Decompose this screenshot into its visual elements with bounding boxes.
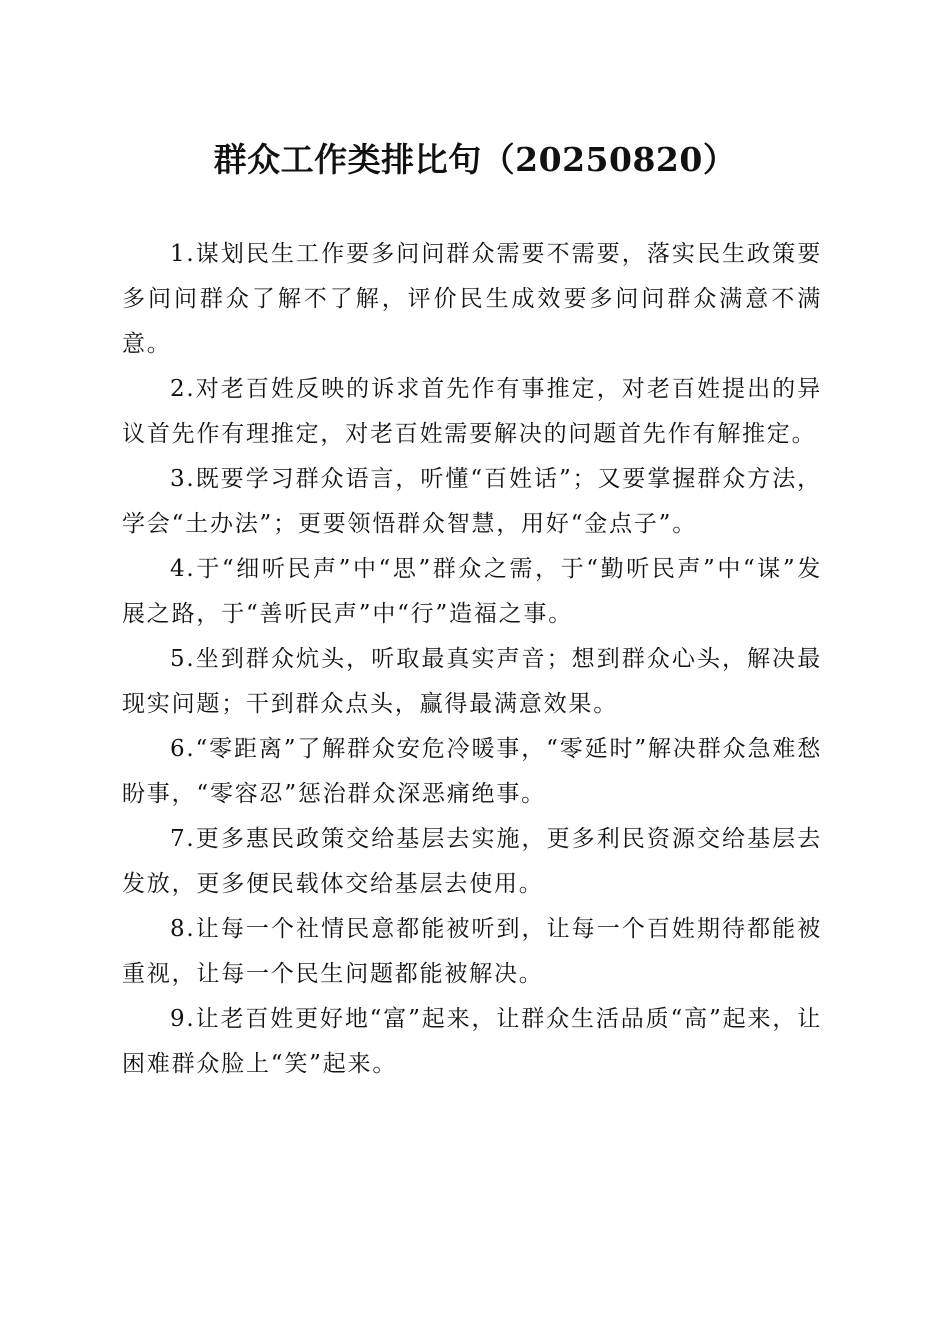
paragraph-3: 3.既要学习群众语言，听懂“百姓话”；又要掌握群众方法，学会“土办法”；更要领悟群众智慧，用好“金点子”。 [122,466,822,537]
paragraph-7: 7.更多惠民政策交给基层去实施，更多利民资源交给基层去发放，更多便民载体交给基层去使用。 [122,826,822,897]
paragraph-5: 5.坐到群众炕头，听取最真实声音；想到群众心头，解决最现实问题；干到群众点头，赢得最满意效果。 [122,646,822,717]
paragraph-1: 1.谋划民生工作要多问问群众需要不需要，落实民生政策要多问问群众了解不了解，评价民生成效要多问问群众满意不满意。 [122,241,822,357]
paragraph-6: 6.“零距离”了解群众安危冷暖事，“零延时”解决群众急难愁盼事，“零容忍”惩治群众深恶痛绝事。 [122,736,822,807]
paragraph-4: 4.于“细听民声”中“思”群众之需，于“勤听民声”中“谋”发展之路，于“善听民声”中“行”造福之事。 [122,556,822,627]
paragraph-9: 9.让老百姓更好地“富”起来，让群众生活品质“高”起来，让困难群众脸上“笑”起来。 [122,1006,822,1077]
document-title: 群众工作类排比句（20250820） [213,140,737,179]
document-body [122,232,822,1087]
paragraph-8: 8.让每一个社情民意都能被听到，让每一个百姓期待都能被重视，让每一个民生问题都能被解决。 [122,916,822,987]
paragraph-2: 2.对老百姓反映的诉求首先作有事推定，对老百姓提出的异议首先作有理推定，对老百姓需要解决的问题首先作有解推定。 [122,376,822,447]
